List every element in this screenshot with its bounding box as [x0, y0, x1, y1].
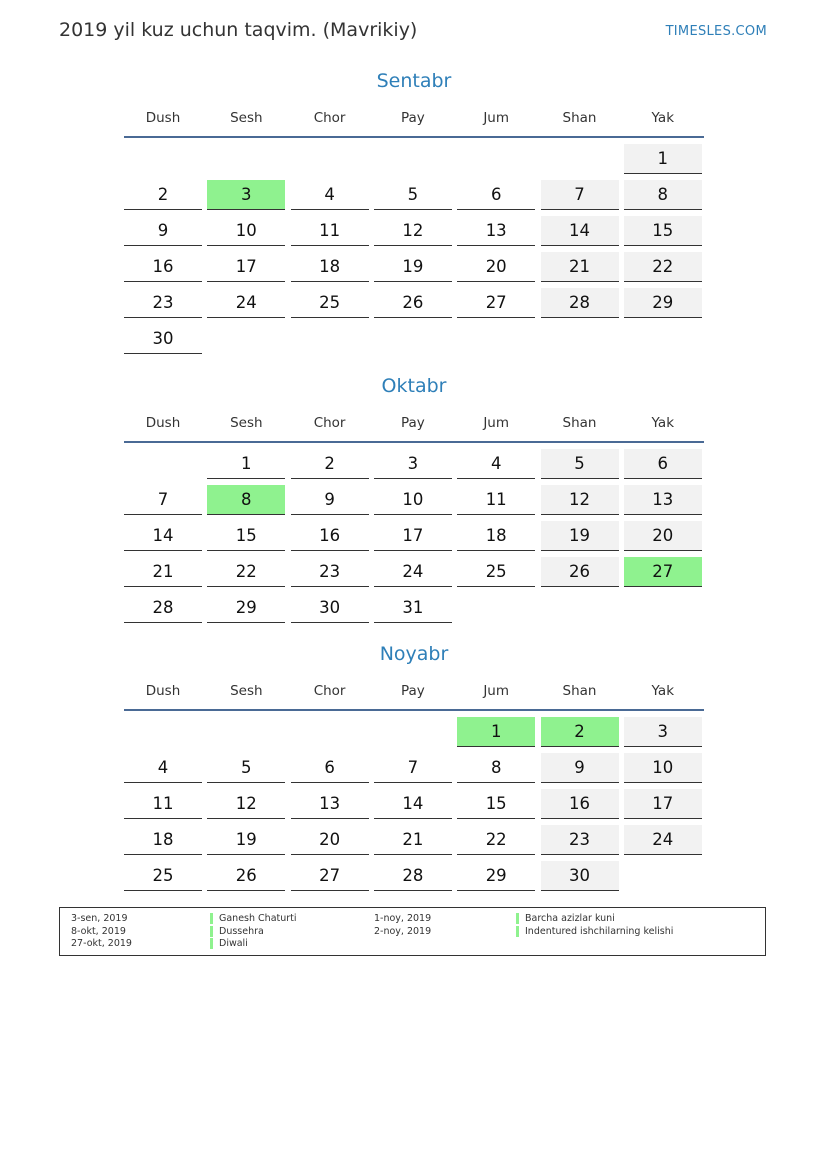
day-cell[interactable]: 19	[541, 521, 619, 551]
day-cell[interactable]: 19	[207, 825, 285, 855]
day-cell[interactable]: 28	[541, 288, 619, 318]
day-cell[interactable]: 20	[624, 521, 702, 551]
weekday-label: Sesh	[230, 683, 263, 699]
day-cell[interactable]: 31	[374, 593, 452, 623]
weekday-header	[124, 683, 704, 703]
weekday-label: Sesh	[230, 415, 263, 431]
day-cell[interactable]: 13	[291, 789, 369, 819]
legend-holiday: Ganesh Chaturti	[210, 913, 297, 924]
day-cell[interactable]: 13	[457, 216, 535, 246]
day-cell[interactable]: 2	[541, 717, 619, 747]
day-cell[interactable]: 21	[541, 252, 619, 282]
weekday-header	[124, 415, 704, 435]
legend-holiday: Indentured ishchilarning kelishi	[516, 926, 673, 937]
weekday-label: Chor	[313, 683, 346, 699]
day-cell[interactable]: 28	[374, 861, 452, 891]
day-cell[interactable]: 14	[541, 216, 619, 246]
day-cell[interactable]: 30	[541, 861, 619, 891]
day-cell[interactable]: 22	[207, 557, 285, 587]
brand-link[interactable]: TIMESLES.COM	[665, 24, 767, 39]
month-title: Sentabr	[376, 70, 452, 92]
day-cell[interactable]: 9	[541, 753, 619, 783]
legend-date: 2-noy, 2019	[374, 926, 432, 937]
day-cell[interactable]: 6	[291, 753, 369, 783]
day-cell[interactable]: 3	[624, 717, 702, 747]
day-cell[interactable]: 29	[207, 593, 285, 623]
day-cell[interactable]: 10	[624, 753, 702, 783]
weekday-label: Dush	[145, 110, 181, 126]
legend-holiday: Barcha azizlar kuni	[516, 913, 615, 924]
day-cell[interactable]: 2	[124, 180, 202, 210]
day-cell[interactable]: 3	[207, 180, 285, 210]
day-cell[interactable]: 8	[207, 485, 285, 515]
day-cell[interactable]: 18	[457, 521, 535, 551]
header-rule	[124, 709, 704, 711]
page-title: 2019 yil kuz uchun taqvim. (Mavrikiy)	[59, 19, 418, 41]
holiday-legend	[59, 907, 766, 956]
day-cell[interactable]: 17	[374, 521, 452, 551]
header-rule	[124, 136, 704, 138]
weekday-label: Yak	[651, 110, 675, 126]
day-cell[interactable]: 5	[541, 449, 619, 479]
day-cell[interactable]: 6	[457, 180, 535, 210]
day-cell[interactable]: 1	[457, 717, 535, 747]
day-cell[interactable]: 20	[457, 252, 535, 282]
day-cell[interactable]: 8	[457, 753, 535, 783]
day-cell[interactable]: 4	[124, 753, 202, 783]
weekday-label: Chor	[313, 110, 346, 126]
day-cell[interactable]: 17	[624, 789, 702, 819]
day-cell[interactable]: 29	[624, 288, 702, 318]
day-cell[interactable]: 26	[207, 861, 285, 891]
day-cell[interactable]: 26	[374, 288, 452, 318]
legend-date: 3-sen, 2019	[71, 913, 128, 924]
day-cell[interactable]: 10	[374, 485, 452, 515]
day-cell[interactable]: 19	[374, 252, 452, 282]
day-cell[interactable]: 23	[124, 288, 202, 318]
day-cell[interactable]: 24	[374, 557, 452, 587]
day-cell[interactable]: 1	[207, 449, 285, 479]
day-cell[interactable]: 16	[541, 789, 619, 819]
weekday-label: Jum	[483, 683, 510, 699]
day-cell[interactable]: 11	[124, 789, 202, 819]
day-cell[interactable]: 13	[624, 485, 702, 515]
day-cell[interactable]: 14	[374, 789, 452, 819]
day-cell[interactable]: 2	[291, 449, 369, 479]
day-cell[interactable]: 29	[457, 861, 535, 891]
day-cell[interactable]: 26	[541, 557, 619, 587]
day-cell[interactable]: 7	[374, 753, 452, 783]
day-cell[interactable]: 12	[374, 216, 452, 246]
day-cell[interactable]: 7	[541, 180, 619, 210]
weekday-label: Jum	[483, 415, 510, 431]
header-rule	[124, 441, 704, 443]
day-cell[interactable]: 17	[207, 252, 285, 282]
day-cell[interactable]: 24	[207, 288, 285, 318]
day-cell[interactable]: 18	[291, 252, 369, 282]
day-cell[interactable]: 25	[457, 557, 535, 587]
day-cell[interactable]: 6	[624, 449, 702, 479]
weekday-label: Pay	[400, 415, 425, 431]
weekday-label: Pay	[400, 110, 425, 126]
weekday-label: Dush	[145, 683, 181, 699]
day-cell[interactable]: 14	[124, 521, 202, 551]
day-cell[interactable]: 9	[291, 485, 369, 515]
day-cell[interactable]: 16	[291, 521, 369, 551]
legend-holiday: Dussehra	[210, 926, 264, 937]
day-cell[interactable]: 28	[124, 593, 202, 623]
weekday-label: Chor	[313, 415, 346, 431]
day-cell[interactable]: 23	[291, 557, 369, 587]
legend-date: 8-okt, 2019	[71, 926, 126, 937]
day-cell[interactable]: 30	[124, 324, 202, 354]
day-cell[interactable]: 18	[124, 825, 202, 855]
day-cell[interactable]: 4	[291, 180, 369, 210]
day-cell[interactable]: 11	[457, 485, 535, 515]
day-cell[interactable]: 5	[207, 753, 285, 783]
month-title: Oktabr	[381, 375, 447, 397]
day-cell[interactable]: 22	[624, 252, 702, 282]
weekday-label: Yak	[651, 683, 675, 699]
day-cell[interactable]: 12	[541, 485, 619, 515]
weekday-label: Shan	[562, 110, 597, 126]
legend-date: 27-okt, 2019	[71, 938, 132, 949]
weekday-label: Dush	[145, 415, 181, 431]
day-cell[interactable]: 24	[624, 825, 702, 855]
day-cell[interactable]: 25	[124, 861, 202, 891]
day-cell[interactable]: 4	[457, 449, 535, 479]
day-cell[interactable]: 15	[207, 521, 285, 551]
weekday-header	[124, 110, 704, 130]
day-cell[interactable]: 7	[124, 485, 202, 515]
day-cell[interactable]: 22	[457, 825, 535, 855]
day-cell[interactable]: 30	[291, 593, 369, 623]
day-cell[interactable]: 12	[207, 789, 285, 819]
weekday-label: Jum	[483, 110, 510, 126]
day-cell[interactable]: 10	[207, 216, 285, 246]
day-cell[interactable]: 27	[624, 557, 702, 587]
day-cell[interactable]: 1	[624, 144, 702, 174]
day-cell[interactable]: 15	[457, 789, 535, 819]
day-cell[interactable]: 20	[291, 825, 369, 855]
legend-holiday: Diwali	[210, 938, 248, 949]
day-cell[interactable]: 3	[374, 449, 452, 479]
day-cell[interactable]: 9	[124, 216, 202, 246]
weekday-label: Shan	[562, 415, 597, 431]
day-cell[interactable]: 16	[124, 252, 202, 282]
legend-date: 1-noy, 2019	[374, 913, 432, 924]
day-cell[interactable]: 21	[124, 557, 202, 587]
day-cell[interactable]: 5	[374, 180, 452, 210]
day-cell[interactable]: 8	[624, 180, 702, 210]
day-cell[interactable]: 15	[624, 216, 702, 246]
month-title: Noyabr	[379, 643, 449, 665]
day-cell[interactable]: 11	[291, 216, 369, 246]
weekday-label: Yak	[651, 415, 675, 431]
weekday-label: Sesh	[230, 110, 263, 126]
weekday-label: Pay	[400, 683, 425, 699]
day-cell[interactable]: 23	[541, 825, 619, 855]
day-cell[interactable]: 27	[457, 288, 535, 318]
day-cell[interactable]: 25	[291, 288, 369, 318]
day-cell[interactable]: 27	[291, 861, 369, 891]
weekday-label: Shan	[562, 683, 597, 699]
day-cell[interactable]: 21	[374, 825, 452, 855]
